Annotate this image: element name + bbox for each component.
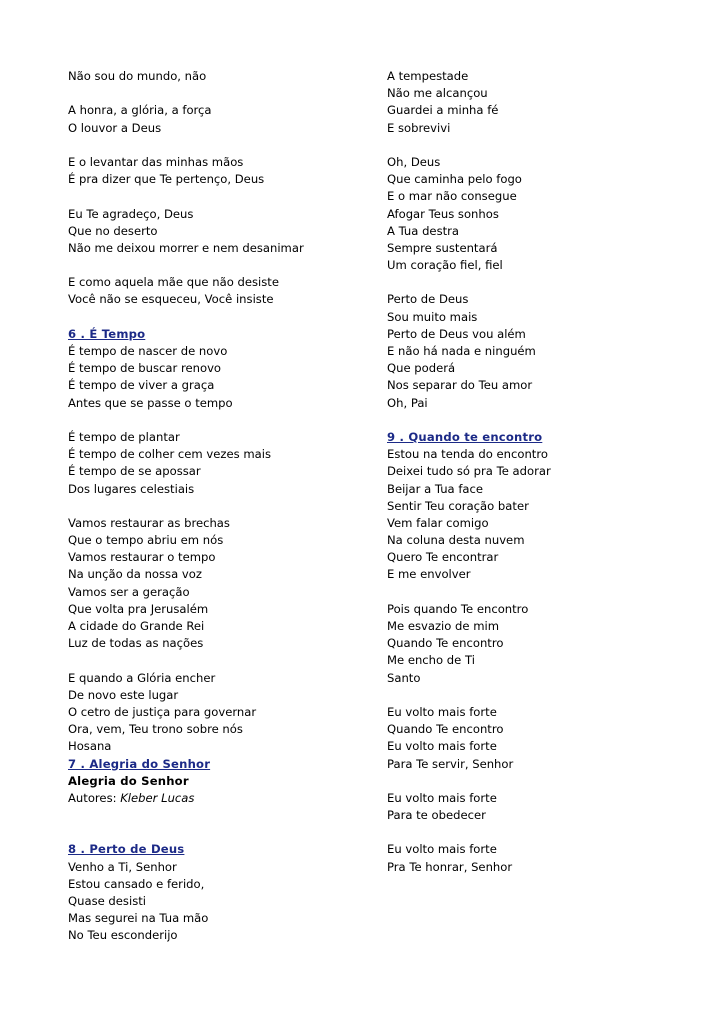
lyric-line: Sempre sustentará: [387, 240, 498, 255]
lyric-line: Estou cansado e ferido,: [68, 876, 205, 891]
lyric-line: Sentir Teu coração bater: [387, 498, 529, 513]
lyric-line: Mas segurei na Tua mão: [68, 911, 209, 926]
blank-line: [387, 412, 687, 429]
lyric-line: Oh, Deus: [387, 154, 441, 169]
song-heading: 6 . É Tempo: [68, 326, 146, 341]
lyric-line: Quando Te encontro: [387, 722, 504, 737]
lyric-line: Que no deserto: [68, 223, 158, 238]
blank-line: [387, 824, 687, 841]
lyric-line: Ora, vem, Teu trono sobre nós: [68, 722, 243, 737]
lyric-line: É pra dizer que Te pertenço, Deus: [68, 172, 265, 187]
lyric-line: Nos separar do Teu amor: [387, 378, 533, 393]
blank-line: [68, 412, 378, 429]
lyric-line: E quando a Glória encher: [68, 670, 216, 685]
lyric-line: Um coração fiel, fiel: [387, 258, 503, 273]
lyric-line: É tempo de buscar renovo: [68, 361, 222, 376]
lyric-line: Na coluna desta nuvem: [387, 533, 525, 548]
author-name: Kleber Lucas: [120, 790, 195, 805]
blank-line: [387, 687, 687, 704]
lyric-line: E não há nada e ninguém: [387, 344, 536, 358]
lyric-line: E me envolver: [387, 567, 471, 582]
lyric-line: Vem falar comigo: [387, 515, 489, 530]
lyric-line: Oh, Pai: [387, 395, 428, 410]
lyric-line: A honra, a glória, a força: [68, 103, 212, 118]
lyric-line: E o mar não consegue: [387, 189, 517, 204]
lyric-line: Afogar Teus sonhos: [387, 206, 499, 221]
lyric-line: E o levantar das minhas mãos: [68, 154, 244, 169]
blank-line: [68, 824, 378, 841]
lyric-line: Me esvazio de mim: [387, 619, 500, 633]
blank-line: [387, 274, 687, 291]
lyric-line: Para Te servir, Senhor: [387, 756, 514, 771]
lyric-line: Não me deixou morrer e nem desanimar: [68, 240, 304, 255]
lyric-line: Quando Te encontro: [387, 636, 504, 651]
lyric-line: Vamos restaurar as brechas: [68, 515, 230, 530]
lyric-line: Me encho de Ti: [387, 653, 475, 668]
lyric-line: Quase desisti: [68, 894, 146, 908]
lyric-line: É tempo de viver a graça: [68, 378, 215, 393]
lyric-line: Não me alcançou: [387, 86, 488, 101]
lyric-line: Que o tempo abriu em nós: [68, 533, 224, 548]
lyric-line: O louvor a Deus: [68, 120, 162, 135]
song-heading: 8 . Perto de Deus: [68, 842, 185, 857]
song-subtitle: Alegria do Senhor: [68, 773, 189, 788]
lyric-line: Perto de Deus vou além: [387, 326, 526, 341]
song-heading: 9 . Quando te encontro: [387, 429, 543, 444]
blank-line: [68, 85, 378, 102]
lyric-line: Sou muito mais: [387, 309, 478, 324]
lyric-line: E como aquela mãe que não desiste: [68, 275, 279, 290]
lyric-line: Perto de Deus: [387, 292, 469, 307]
lyric-line: A Tua destra: [387, 223, 460, 238]
lyric-line: Pois quando Te encontro: [387, 601, 529, 616]
blank-line: [387, 584, 687, 601]
blank-line: [387, 773, 687, 790]
lyric-line: Eu Te agradeço, Deus: [68, 206, 194, 221]
blank-line: [68, 652, 378, 669]
lyric-line: Deixei tudo só pra Te adorar: [387, 464, 551, 479]
left-column: [68, 68, 378, 945]
lyric-line: É tempo de plantar: [68, 429, 180, 444]
lyric-line: Que volta pra Jerusalém: [68, 601, 209, 616]
lyric-line: Para te obedecer: [387, 808, 486, 823]
lyric-line: Luz de todas as nações: [68, 636, 204, 651]
lyric-line: Quero Te encontrar: [387, 550, 499, 565]
lyric-line: De novo este lugar: [68, 687, 179, 702]
lyric-line: Dos lugares celestiais: [68, 481, 195, 496]
blank-line: [68, 188, 378, 205]
lyric-line: Hosana: [68, 739, 112, 754]
lyric-line: É tempo de nascer de novo: [68, 344, 228, 358]
lyric-line: Eu volto mais forte: [387, 790, 497, 805]
blank-line: [68, 807, 378, 824]
author-label: Autores:: [68, 790, 121, 805]
lyric-line: Eu volto mais forte: [387, 842, 497, 857]
lyric-line: Pra Te honrar, Senhor: [387, 859, 513, 874]
lyric-line: Santo: [387, 670, 421, 685]
lyric-line: Não sou do mundo, não: [68, 69, 207, 83]
lyric-line: A cidade do Grande Rei: [68, 619, 205, 633]
lyric-line: No Teu esconderijo: [68, 928, 178, 943]
lyric-line: A tempestade: [387, 69, 469, 83]
lyric-line: Vamos restaurar o tempo: [68, 550, 216, 565]
lyric-line: E sobrevivi: [387, 120, 451, 135]
lyric-line: Guardei a minha fé: [387, 103, 499, 118]
lyric-line: Que poderá: [387, 361, 456, 376]
song-heading: 7 . Alegria do Senhor: [68, 756, 211, 771]
lyric-line: Vamos ser a geração: [68, 584, 190, 599]
blank-line: [68, 498, 378, 515]
author-line: [68, 790, 378, 807]
lyric-line: Estou na tenda do encontro: [387, 447, 548, 462]
lyric-line: Você não se esqueceu, Você insiste: [68, 292, 274, 307]
blank-line: [68, 137, 378, 154]
lyric-line: É tempo de se apossar: [68, 464, 201, 479]
lyric-line: Eu volto mais forte: [387, 739, 497, 754]
lyric-line: Venho a Ti, Senhor: [68, 859, 177, 874]
blank-line: [68, 309, 378, 326]
lyric-line: O cetro de justiça para governar: [68, 704, 257, 719]
lyric-line: Na unção da nossa voz: [68, 567, 202, 582]
lyric-line: Antes que se passe o tempo: [68, 395, 233, 410]
right-column: [387, 68, 687, 876]
lyric-line: Eu volto mais forte: [387, 704, 497, 719]
blank-line: [387, 137, 687, 154]
lyric-line: Que caminha pelo fogo: [387, 172, 522, 187]
blank-line: [68, 257, 378, 274]
lyric-line: É tempo de colher cem vezes mais: [68, 447, 272, 462]
lyric-line: Beijar a Tua face: [387, 481, 484, 496]
